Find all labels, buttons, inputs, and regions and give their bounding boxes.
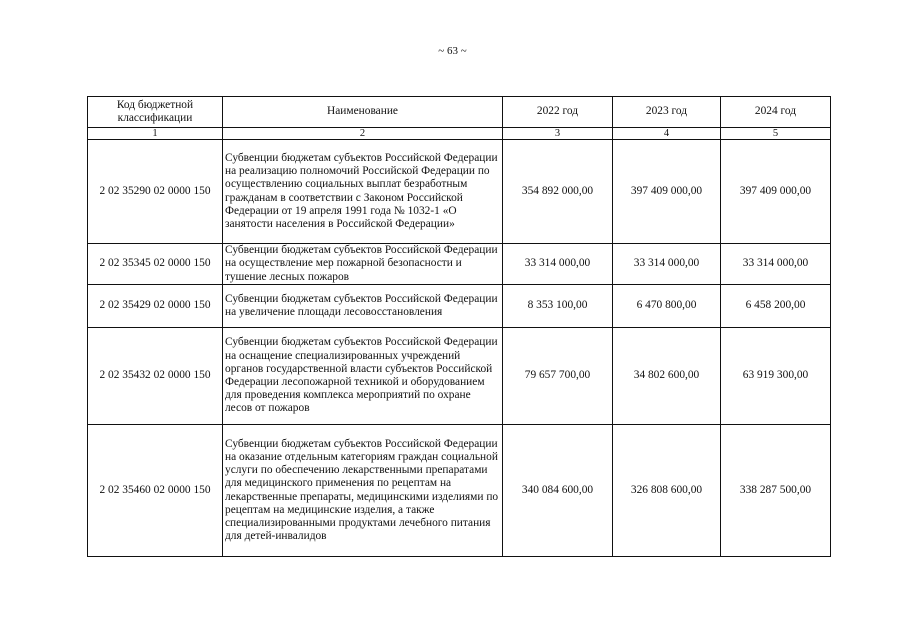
- amount-2022-cell: 340 084 600,00: [503, 425, 613, 557]
- name-cell: Субвенции бюджетам субъектов Российской Федерации на оснащение специализированных учреждений органов государственной власти субъектов Российской Федерации лесопожарной техникой и оборудованием для проведения комплекса мероприятий по охране лесов от пожаров: [223, 328, 503, 425]
- amount-2023-cell: 34 802 600,00: [613, 328, 721, 425]
- budget-code-cell: 2 02 35432 02 0000 150: [88, 328, 223, 425]
- amount-2023-cell: 6 470 800,00: [613, 285, 721, 328]
- table-row: [88, 244, 831, 285]
- header-code: Код бюджетной классификации: [88, 97, 223, 128]
- table-row: [88, 140, 831, 244]
- amount-2023-cell: 33 314 000,00: [613, 244, 721, 285]
- amount-2024-cell: 63 919 300,00: [721, 328, 831, 425]
- table-header-row: [88, 97, 831, 128]
- amount-2024-cell: 338 287 500,00: [721, 425, 831, 557]
- name-cell: Субвенции бюджетам субъектов Российской Федерации на увеличение площади лесовосстановления: [223, 285, 503, 328]
- header-2023: 2023 год: [613, 97, 721, 128]
- name-cell: Субвенции бюджетам субъектов Российской Федерации на реализацию полномочий Российской Федерации по осуществлению социальных выплат безработным гражданам в соответствии с Законом Российской Федерации от 19 апреля 1991 года № 1032-1 «О занятости населения в Российской Федерации»: [223, 140, 503, 244]
- column-number: 2: [223, 128, 503, 140]
- budget-code-cell: 2 02 35460 02 0000 150: [88, 425, 223, 557]
- column-number: 4: [613, 128, 721, 140]
- amount-2022-cell: 33 314 000,00: [503, 244, 613, 285]
- header-2024: 2024 год: [721, 97, 831, 128]
- budget-code-cell: 2 02 35345 02 0000 150: [88, 244, 223, 285]
- amount-2022-cell: 8 353 100,00: [503, 285, 613, 328]
- amount-2023-cell: 397 409 000,00: [613, 140, 721, 244]
- column-number: 1: [88, 128, 223, 140]
- column-number-row: [88, 128, 831, 140]
- amount-2024-cell: 33 314 000,00: [721, 244, 831, 285]
- page-number: ~ 63 ~: [438, 45, 467, 57]
- header-2022: 2022 год: [503, 97, 613, 128]
- amount-2024-cell: 6 458 200,00: [721, 285, 831, 328]
- amount-2022-cell: 354 892 000,00: [503, 140, 613, 244]
- name-cell: Субвенции бюджетам субъектов Российской Федерации на оказание отдельным категориям граждан социальной услуги по обеспечению лекарственными препаратами для медицинского применения по рецептам на лекарственные препараты, медицинскими изделиями по рецептам на медицинские изделия, а также специализированными продуктами лечебного питания для детей-инвалидов: [223, 425, 503, 557]
- budget-table: [87, 96, 831, 557]
- table-row: [88, 328, 831, 425]
- amount-2022-cell: 79 657 700,00: [503, 328, 613, 425]
- column-number: 3: [503, 128, 613, 140]
- column-number: 5: [721, 128, 831, 140]
- amount-2024-cell: 397 409 000,00: [721, 140, 831, 244]
- budget-code-cell: 2 02 35429 02 0000 150: [88, 285, 223, 328]
- header-name: Наименование: [223, 97, 503, 128]
- table-row: [88, 425, 831, 557]
- amount-2023-cell: 326 808 600,00: [613, 425, 721, 557]
- name-cell: Субвенции бюджетам субъектов Российской Федерации на осуществление мер пожарной безопасности и тушение лесных пожаров: [223, 244, 503, 285]
- table-row: [88, 285, 831, 328]
- budget-code-cell: 2 02 35290 02 0000 150: [88, 140, 223, 244]
